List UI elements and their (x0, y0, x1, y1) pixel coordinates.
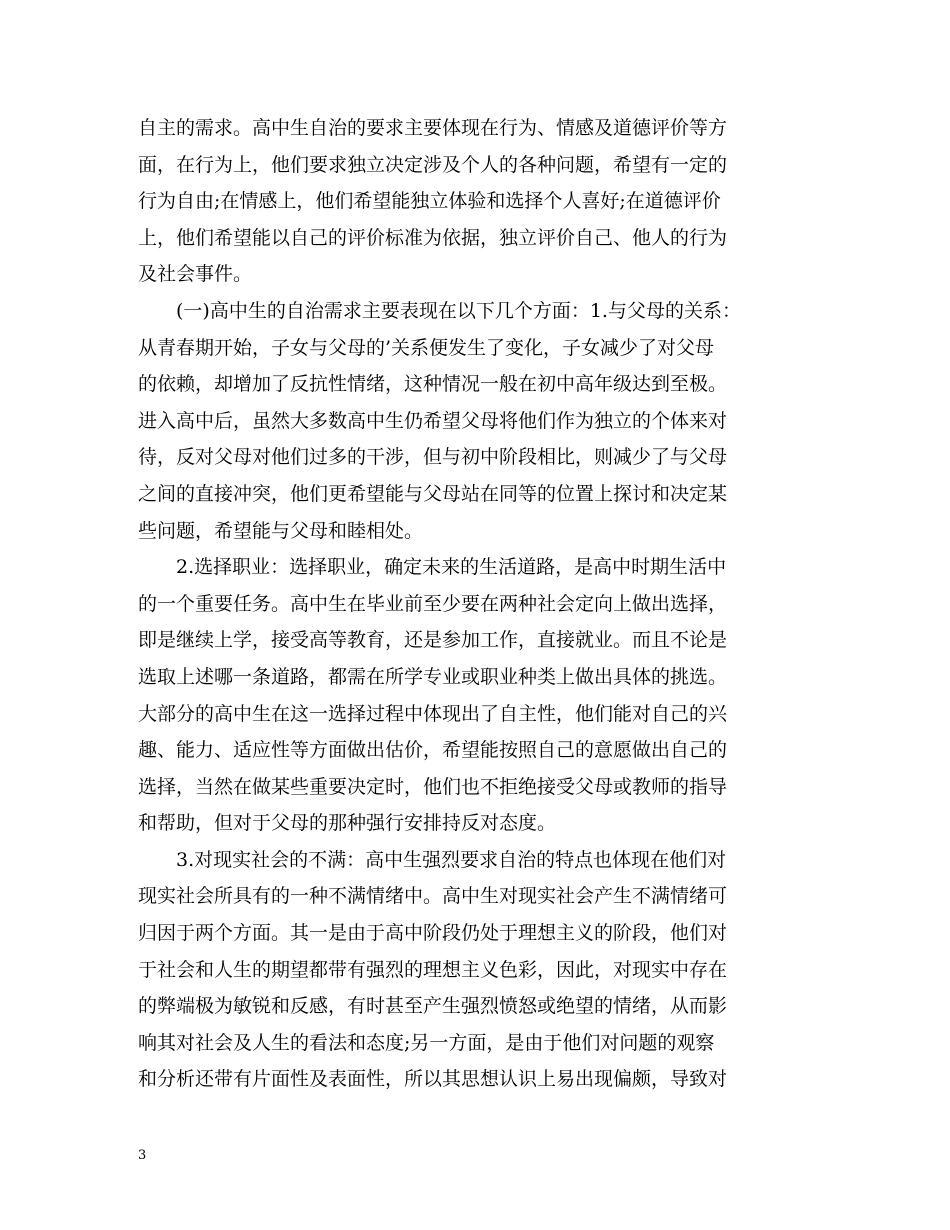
text-line: 的一个重要任务。高中生在毕业前至少要在两种社会定向上做出选择， (138, 592, 728, 615)
text-line: (一)高中生的自治需求主要表现在以下几个方面：1.与父母的关系： (138, 299, 741, 322)
text-line: 响其对社会及人生的看法和态度;另一方面，是由于他们对问题的观察 (138, 1031, 715, 1054)
text-line: 趣、能力、适应性等方面做出估价，希望能按照自己的意愿做出自己的 (138, 739, 728, 762)
text-line: 上，他们希望能以自己的评价标准为依据，独立评价自己、他人的行为 (138, 226, 728, 249)
text-line: 2.选择职业：选择职业，确定未来的生活道路，是高中时期生活中 (138, 556, 727, 579)
text-line: 的依赖，却增加了反抗性情绪，这种情况一般在初中高年级达到至极。 (138, 373, 728, 396)
text-line: 和帮助，但对于父母的那种强行安排持反对态度。 (138, 812, 557, 835)
text-line: 归因于两个方面。其一是由于高中阶段仍处于理想主义的阶段，他们对 (138, 922, 728, 945)
text-line: 于社会和人生的期望都带有强烈的理想主义色彩，因此，对现实中存在 (138, 958, 728, 981)
page-number: 3 (138, 1148, 147, 1163)
text-line: 3.对现实社会的不满：高中生强烈要求自治的特点也体现在他们对 (138, 848, 727, 871)
text-line: 即是继续上学，接受高等教育，还是参加工作，直接就业。而且不论是 (138, 629, 728, 652)
text-line: 行为自由;在情感上，他们希望能独立体验和选择个人喜好;在道德评价 (138, 190, 721, 213)
text-line: 之间的直接冲突，他们更希望能与父母站在同等的位置上探讨和决定某 (138, 482, 728, 505)
text-line: 进入高中后，虽然大多数高中生仍希望父母将他们作为独立的个体来对 (138, 409, 728, 432)
text-line: 选择，当然在做某些重要决定时，他们也不拒绝接受父母或教师的指导 (138, 775, 728, 798)
text-line: 自主的需求。高中生自治的要求主要体现在行为、情感及道德评价等方 (138, 117, 728, 139)
text-line: 现实社会所具有的一种不满情绪中。高中生对现实社会产生不满情绪可 (138, 885, 728, 908)
text-line: 从青春期开始，子女与父母的’关系便发生了变化，子女减少了对父母 (138, 336, 715, 359)
text-line: 的弊端极为敏锐和反感，有时甚至产生强烈愤怒或绝望的情绪，从而影 (138, 995, 728, 1018)
text-line: 大部分的高中生在这一选择过程中体现出了自主性，他们能对自己的兴 (138, 702, 728, 725)
body-text (138, 110, 828, 1098)
text-line: 些问题，希望能与父母和睦相处。 (138, 519, 424, 542)
text-line: 面，在行为上，他们要求独立决定涉及个人的各种问题，希望有一定的 (138, 153, 728, 176)
text-line: 及社会事件。 (138, 263, 253, 286)
text-line: 选取上述哪一条道路，都需在所学专业或职业种类上做出具体的挑选。 (138, 665, 728, 688)
text-line: 和分析还带有片面性及表面性，所以其思想认识上易出现偏颇，导致对 (138, 1068, 728, 1091)
text-line: 待，反对父母对他们过多的干涉，但与初中阶段相比，则减少了与父母 (138, 446, 728, 469)
